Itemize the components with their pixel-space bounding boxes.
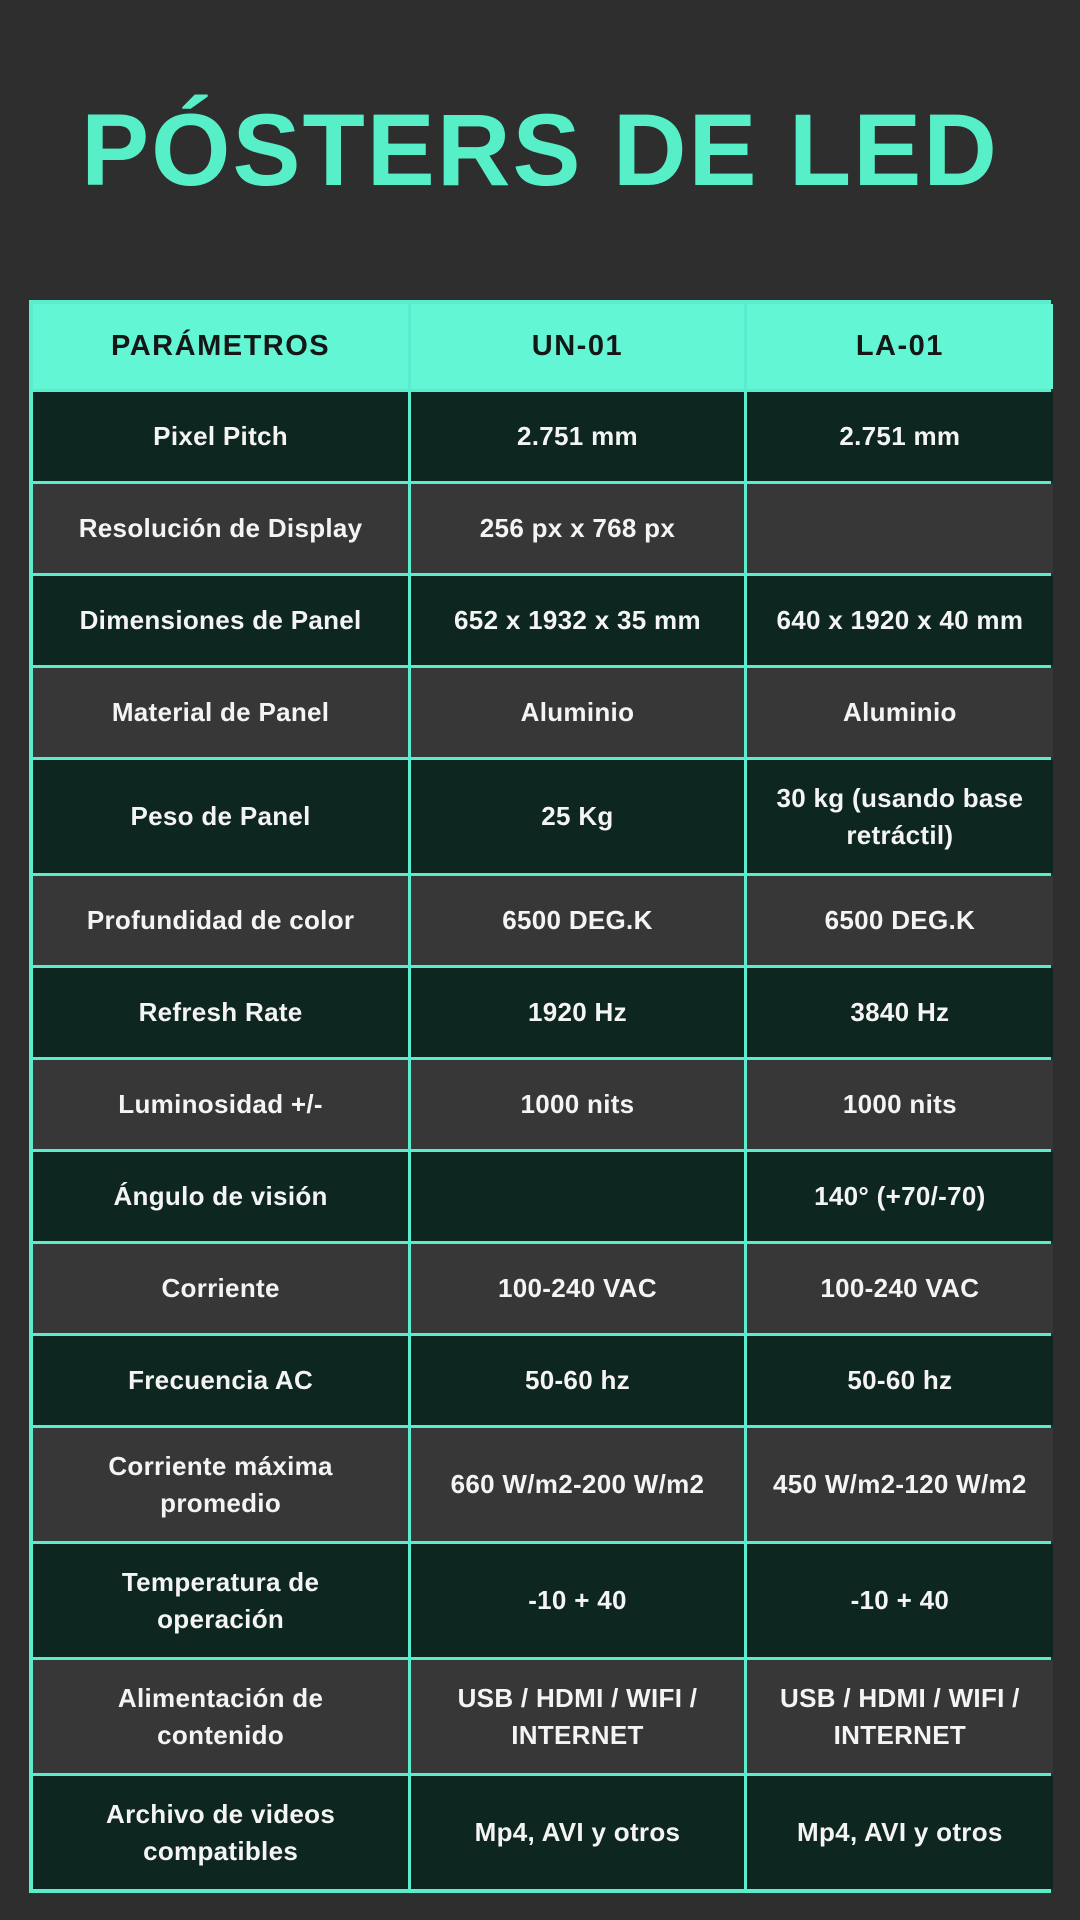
value-cell-la01: -10 + 40 (747, 1544, 1053, 1657)
row-label-cell: Frecuencia AC (33, 1336, 408, 1425)
value-cell-un01: 256 px x 768 px (411, 484, 744, 573)
value-cell-un01: 652 x 1932 x 35 mm (411, 576, 744, 665)
value-cell-un01: 660 W/m2-200 W/m2 (411, 1428, 744, 1541)
value-cell-la01: 140° (+70/-70) (747, 1152, 1053, 1241)
row-label-cell: Corriente (33, 1244, 408, 1333)
value-cell-un01: 100-240 VAC (411, 1244, 744, 1333)
value-cell-la01: USB / HDMI / WIFI / INTERNET (747, 1660, 1053, 1773)
row-label-cell: Corriente máxima promedio (33, 1428, 408, 1541)
value-cell-un01: 25 Kg (411, 760, 744, 873)
value-cell-la01: 6500 DEG.K (747, 876, 1053, 965)
value-cell-la01 (747, 484, 1053, 573)
value-cell-la01: 3840 Hz (747, 968, 1053, 1057)
row-label-cell: Material de Panel (33, 668, 408, 757)
value-cell-un01: USB / HDMI / WIFI / INTERNET (411, 1660, 744, 1773)
row-label-cell: Profundidad de color (33, 876, 408, 965)
row-label-cell: Archivo de videos compatibles (33, 1776, 408, 1889)
value-cell-un01: 50-60 hz (411, 1336, 744, 1425)
value-cell-un01: Aluminio (411, 668, 744, 757)
value-cell-un01: 2.751 mm (411, 392, 744, 481)
header-cell-un01: UN-01 (411, 304, 744, 389)
value-cell-la01: 640 x 1920 x 40 mm (747, 576, 1053, 665)
value-cell-la01: 1000 nits (747, 1060, 1053, 1149)
value-cell-un01: -10 + 40 (411, 1544, 744, 1657)
spec-table (29, 300, 1051, 1893)
value-cell-la01: 2.751 mm (747, 392, 1053, 481)
value-cell-la01: 100-240 VAC (747, 1244, 1053, 1333)
value-cell-un01: 1920 Hz (411, 968, 744, 1057)
title-area (0, 0, 1080, 300)
row-label-cell: Temperatura de operación (33, 1544, 408, 1657)
value-cell-la01: 50-60 hz (747, 1336, 1053, 1425)
value-cell-un01: 1000 nits (411, 1060, 744, 1149)
row-label-cell: Alimentación de contenido (33, 1660, 408, 1773)
row-label-cell: Dimensiones de Panel (33, 576, 408, 665)
poster-title: PÓSTERS DE LED (81, 93, 999, 207)
row-label-cell: Resolución de Display (33, 484, 408, 573)
value-cell-la01: Mp4, AVI y otros (747, 1776, 1053, 1889)
value-cell-un01: 6500 DEG.K (411, 876, 744, 965)
row-label-cell: Pixel Pitch (33, 392, 408, 481)
value-cell-la01: 450 W/m2-120 W/m2 (747, 1428, 1053, 1541)
row-label-cell: Refresh Rate (33, 968, 408, 1057)
value-cell-un01 (411, 1152, 744, 1241)
value-cell-un01: Mp4, AVI y otros (411, 1776, 744, 1889)
row-label-cell: Luminosidad +/- (33, 1060, 408, 1149)
value-cell-la01: 30 kg (usando base retráctil) (747, 760, 1053, 873)
header-cell-la01: LA-01 (747, 304, 1053, 389)
header-cell-parametros: PARÁMETROS (33, 304, 408, 389)
row-label-cell: Ángulo de visión (33, 1152, 408, 1241)
row-label-cell: Peso de Panel (33, 760, 408, 873)
value-cell-la01: Aluminio (747, 668, 1053, 757)
